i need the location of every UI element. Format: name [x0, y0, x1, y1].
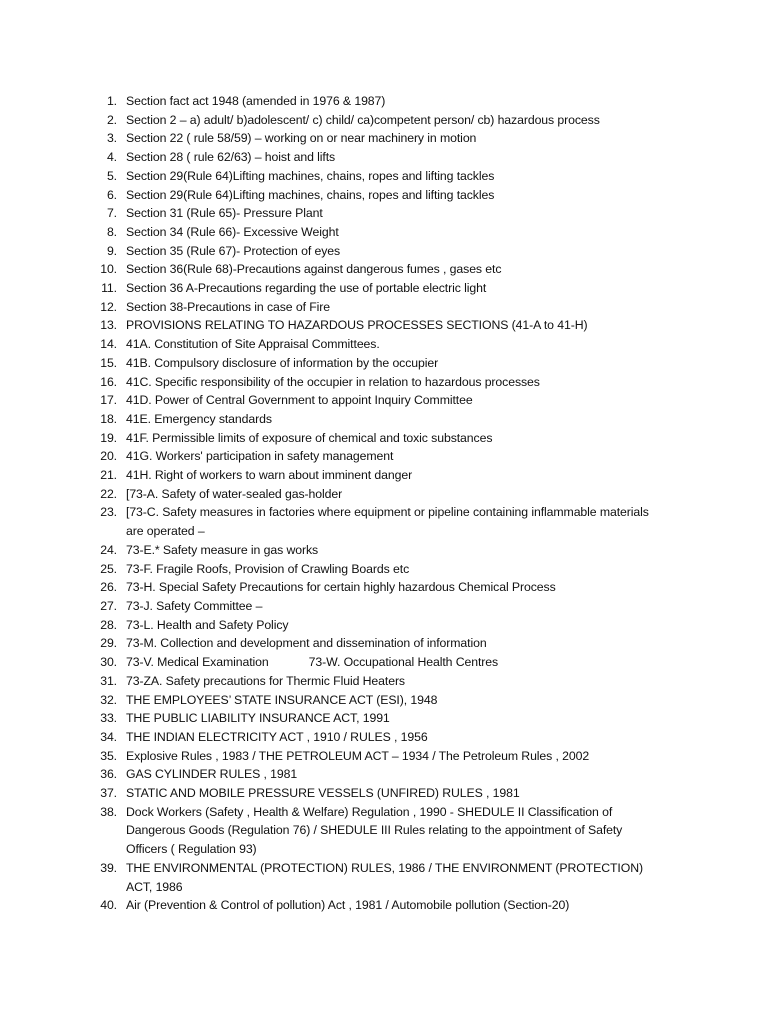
item-number: 18.: [100, 411, 117, 426]
item-number: 13.: [100, 318, 117, 333]
item-text: Section 28 ( rule 62/63) – hoist and lifts: [126, 150, 336, 165]
item-text: 73-F. Fragile Roofs, Provision of Crawling Boards etc: [126, 561, 410, 576]
item-number: 14.: [100, 337, 117, 352]
item-text: Section 36(Rule 68)-Precautions against dangerous fumes , gases etc: [126, 262, 502, 277]
list-item-31: [0, 672, 768, 691]
item-number: 17.: [100, 393, 117, 408]
item-number: 22.: [100, 486, 117, 501]
item-number: 8.: [106, 224, 117, 239]
list-item-40: [0, 896, 768, 915]
item-text: 41B. Compulsory disclosure of information by the occupier: [126, 355, 439, 370]
list-item-34: [0, 728, 768, 747]
item-number: 35.: [100, 748, 117, 763]
list-item-9: [0, 242, 768, 261]
item-text: THE EMPLOYEES’ STATE INSURANCE ACT (ESI), 1948: [126, 692, 438, 707]
item-number: 1.: [106, 94, 117, 108]
item-number: 11.: [101, 281, 117, 296]
item-number: 38.: [100, 804, 117, 819]
list-item-4: [0, 148, 768, 167]
list-item-36: [0, 765, 768, 784]
list-item-7: [0, 204, 768, 223]
item-text: Section 22 ( rule 58/59) – working on or near machinery in motion: [126, 131, 477, 146]
item-text: Section 29(Rule 64)Lifting machines, chains, ropes and lifting tackles: [126, 168, 495, 183]
item-text: 73-L. Health and Safety Policy: [126, 617, 289, 632]
item-text: Dock Workers (Safety , Health & Welfare) Regulation , 1990 - SHEDULE II Classification of Dangerous Goods (Regulation 76) / SHEDULE III Rules relating to the appointment of Safety Officers ( Regulation 93): [126, 804, 623, 857]
item-text: Air (Prevention & Control of pollution) Act , 1981 / Automobile pollution (Section-20): [126, 898, 570, 913]
list-item-28: [0, 616, 768, 635]
list-item-5: [0, 167, 768, 186]
item-number: 15.: [100, 355, 117, 370]
item-number: 3.: [106, 131, 117, 146]
item-text: Section 34 (Rule 66)- Excessive Weight: [126, 224, 339, 239]
item-number: 33.: [100, 711, 117, 726]
list-item-22: [0, 485, 768, 504]
item-number: 31.: [100, 673, 117, 688]
item-text: STATIC AND MOBILE PRESSURE VESSELS (UNFIRED) RULES , 1981: [126, 786, 520, 801]
list-item-37: [0, 784, 768, 803]
item-number: 40.: [100, 898, 117, 913]
list-item-18: [0, 410, 768, 429]
item-number: 9.: [106, 243, 117, 258]
item-number: 7.: [106, 206, 117, 221]
regulations-list: [0, 92, 768, 915]
list-item-30: [0, 653, 768, 672]
item-text: 73-H. Special Safety Precautions for certain highly hazardous Chemical Process: [126, 580, 556, 595]
item-text: Section 38-Precautions in case of Fire: [126, 299, 330, 314]
item-text: THE PUBLIC LIABILITY INSURANCE ACT, 1991: [126, 711, 390, 726]
item-number: 29.: [100, 636, 117, 651]
list-item-6: [0, 186, 768, 205]
item-text: 41F. Permissible limits of exposure of chemical and toxic substances: [126, 430, 493, 445]
list-item-13: [0, 316, 768, 335]
item-text-secondary: 73-W. Occupational Health Centres: [308, 655, 499, 670]
item-text: Section 36 A-Precautions regarding the use of portable electric light: [126, 281, 487, 296]
item-text: THE ENVIRONMENTAL (PROTECTION) RULES, 1986 / THE ENVIRONMENT (PROTECTION) ACT, 1986: [126, 860, 643, 894]
list-item-39: [0, 859, 768, 896]
item-text: 41D. Power of Central Government to appoint Inquiry Committee: [126, 393, 473, 408]
item-number: 12.: [100, 299, 117, 314]
item-text: [73-A. Safety of water-sealed gas-holder: [126, 486, 343, 501]
list-item-26: [0, 578, 768, 597]
item-number: 36.: [100, 767, 117, 782]
item-text: 41A. Constitution of Site Appraisal Committees.: [126, 337, 380, 352]
item-text: Section 35 (Rule 67)- Protection of eyes: [126, 243, 341, 258]
item-number: 24.: [100, 542, 117, 557]
list-item-35: [0, 747, 768, 766]
item-text: 73-J. Safety Committee –: [126, 598, 263, 613]
item-text: 41C. Specific responsibility of the occupier in relation to hazardous processes: [126, 374, 540, 389]
item-text: PROVISIONS RELATING TO HAZARDOUS PROCESSES SECTIONS (41-A to 41-H): [126, 318, 588, 333]
item-text: Section fact act 1948 (amended in 1976 & 1987): [126, 94, 386, 108]
item-text-group: [126, 653, 656, 672]
item-text: 41H. Right of workers to warn about imminent danger: [126, 468, 413, 483]
item-number: 28.: [100, 617, 117, 632]
item-number: 30.: [100, 655, 117, 670]
list-item-38: [0, 803, 768, 859]
item-number: 16.: [100, 374, 117, 389]
item-text: Section 29(Rule 64)Lifting machines, chains, ropes and lifting tackles: [126, 187, 495, 202]
list-item-25: [0, 560, 768, 579]
item-text: 73-V. Medical Examination: [126, 655, 269, 670]
item-text: 73-M. Collection and development and dissemination of information: [126, 636, 487, 651]
list-item-1: [0, 92, 768, 111]
item-number: 26.: [100, 580, 117, 595]
item-number: 2.: [106, 112, 117, 127]
item-text: GAS CYLINDER RULES , 1981: [126, 767, 298, 782]
list-item-12: [0, 298, 768, 317]
item-number: 10.: [100, 262, 117, 277]
item-number: 37.: [100, 786, 117, 801]
list-item-33: [0, 709, 768, 728]
item-number: 27.: [100, 598, 117, 613]
item-text: THE INDIAN ELECTRICITY ACT , 1910 / RULES , 1956: [126, 729, 428, 744]
item-number: 32.: [100, 692, 117, 707]
item-number: 19.: [100, 430, 117, 445]
list-item-21: [0, 466, 768, 485]
list-item-17: [0, 391, 768, 410]
item-number: 20.: [100, 449, 117, 464]
list-item-8: [0, 223, 768, 242]
item-number: 5.: [106, 168, 117, 183]
list-item-3: [0, 129, 768, 148]
list-item-23: [0, 503, 768, 540]
item-text: 41G. Workers' participation in safety management: [126, 449, 394, 464]
list-item-14: [0, 335, 768, 354]
list-item-10: [0, 260, 768, 279]
list-item-19: [0, 429, 768, 448]
list-item-15: [0, 354, 768, 373]
item-number: 23.: [100, 505, 117, 520]
list-item-20: [0, 447, 768, 466]
list-item-29: [0, 634, 768, 653]
list-item-24: [0, 541, 768, 560]
list-item-2: [0, 111, 768, 130]
item-number: 6.: [106, 187, 117, 202]
item-number: 4.: [106, 150, 117, 165]
item-text: 41E. Emergency standards: [126, 411, 272, 426]
item-text: [73-C. Safety measures in factories where equipment or pipeline containing inflammable materials are operated –: [126, 505, 649, 539]
list-item-11: [0, 279, 768, 298]
item-number: 34.: [100, 729, 117, 744]
item-text: Section 31 (Rule 65)- Pressure Plant: [126, 206, 323, 221]
item-text: Section 2 – a) adult/ b)adolescent/ c) child/ ca)competent person/ cb) hazardous process: [126, 112, 600, 127]
list-item-16: [0, 373, 768, 392]
item-number: 39.: [100, 860, 117, 875]
item-number: 21.: [100, 468, 117, 483]
item-number: 25.: [100, 561, 117, 576]
list-item-32: [0, 691, 768, 710]
item-text: 73-ZA. Safety precautions for Thermic Fluid Heaters: [126, 673, 405, 688]
item-text: 73-E.* Safety measure in gas works: [126, 542, 319, 557]
list-item-27: [0, 597, 768, 616]
item-text: Explosive Rules , 1983 / THE PETROLEUM ACT – 1934 / The Petroleum Rules , 2002: [126, 748, 590, 763]
